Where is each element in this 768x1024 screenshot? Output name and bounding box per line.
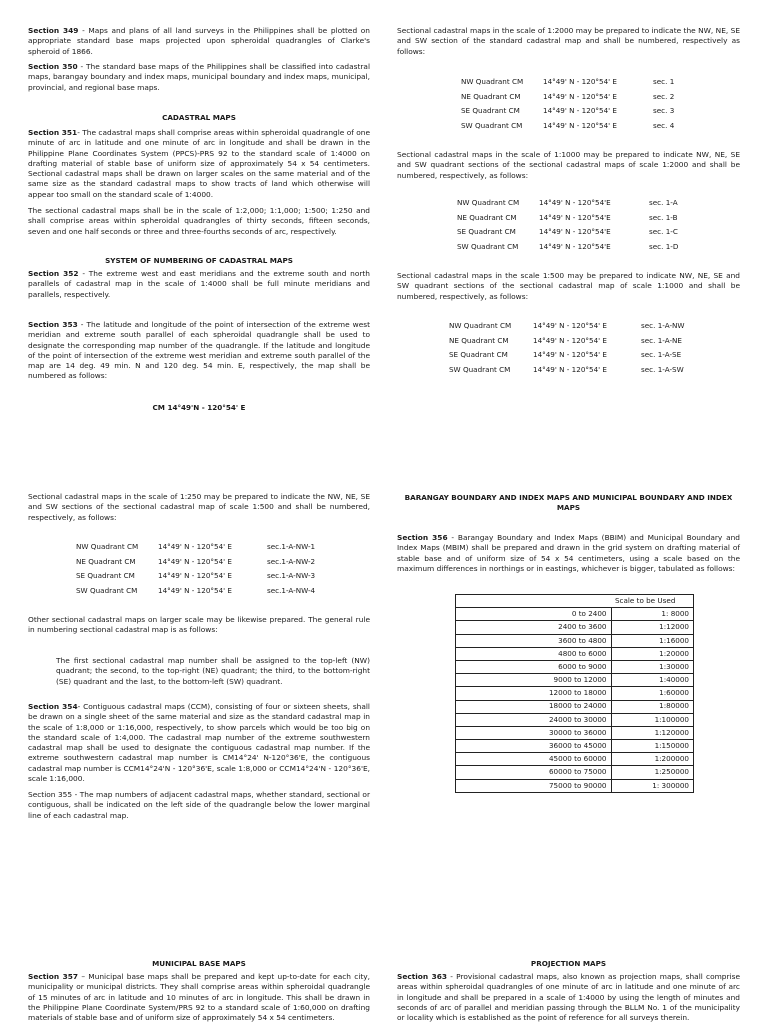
scale-cell: 1:80000 xyxy=(611,700,694,713)
table-row xyxy=(456,608,694,621)
section-351: Section 351- The cadastral maps shall comprise areas within spheroidal quadrangle of one minute of arc in latitude and one minute of arc in longitude and shall be drawn in the Philippine Plane Coordinates System (PPCS)-PRS 92 to the standard scale of 1:4000 on drafting material of stable base of uniform size of approximately 54 x 54 centimeters. Sectional cadastral maps shall be drawn on larger scales on the same material and of the same size as the standard cadastral maps to show tracts of land which otherwise will appear too small on the standard scale of 1:4000. xyxy=(28,128,370,199)
scale-cell: 1:200000 xyxy=(611,753,694,766)
table-row: NW Quadrant CM 14°49' N - 120°54' E sec. 1 xyxy=(461,77,675,87)
range-cell: 36000 to 45000 xyxy=(456,740,612,753)
table-scale-500 xyxy=(449,319,685,377)
scale-cell: 1:250000 xyxy=(611,766,694,779)
range-cell: 60000 to 75000 xyxy=(456,766,612,779)
table-scale-250 xyxy=(76,540,315,598)
table-row: NE Quadrant CM 14°49' N - 120°54' E sec.1-A-NW-2 xyxy=(76,556,316,566)
range-cell: 6000 to 9000 xyxy=(456,660,612,673)
table-row: SE Quadrant CM 14°49' N - 120°54' E sec.1-A-NW-3 xyxy=(76,571,316,581)
table-row: SE Quadrant CM 14°49' N - 120°54' E sec. 3 xyxy=(461,106,675,116)
range-cell: 4800 to 6000 xyxy=(456,647,612,660)
heading-numbering-system: SYSTEM OF NUMBERING OF CADASTRAL MAPS xyxy=(105,256,293,265)
section-349: Section 349 - Maps and plans of all land surveys in the Philippines shall be plotted on appropriate standard base maps projected upon spheroidal quadrangles of Clarke's spheroid of 1866. xyxy=(28,26,370,56)
table-row: NW Quadrant CM 14°49' N - 120°54' E sec.1-A-NW-1 xyxy=(76,542,316,552)
table-row xyxy=(456,726,694,739)
scale-cell: 1:150000 xyxy=(611,740,694,753)
table-row xyxy=(456,713,694,726)
scale-cell: 1:16000 xyxy=(611,634,694,647)
cm-number-label: CM 14°49'N - 120°54' E xyxy=(152,403,246,412)
table-row xyxy=(456,700,694,713)
table-row xyxy=(456,647,694,660)
table-row: NE Quadrant CM 14°49' N - 120°54' E sec. 1-A-NE xyxy=(449,335,682,345)
scale-cell: 1: 300000 xyxy=(611,779,694,792)
scale-1000-intro: Sectional cadastral maps in the scale of 1:1000 may be prepared to indicate NW, NE, SE and SW quadrant sections of the sectional cadastral maps of scale 1:2000 and shall be numbered, respectively, as follows: xyxy=(397,150,740,180)
table-row: NE Quadrant CM 14°49' N - 120°54'E sec. 1-B xyxy=(457,212,678,222)
scale-cell: 1:100000 xyxy=(611,713,694,726)
section-356: Section 356 - Barangay Boundary and Index Maps (BBIM) and Municipal Boundary and Index Maps (MBIM) shall be prepared and drawn in the grid system on drafting material of stable base and of uniform size of 54 x 54 centimeters, using a scale based on the maximum differences in northings or in eastings, whichever is bigger, tabulated as follows: xyxy=(397,533,740,573)
scale-cell: 1:60000 xyxy=(611,687,694,700)
range-cell: 30000 to 36000 xyxy=(456,726,612,739)
table-scale-ranges xyxy=(455,594,694,793)
section-351-paragraph-2: The sectional cadastral maps shall be in the scale of 1:2,000; 1:1,000; 1:500; 1:250 and shall comprise areas within spheroidal quadrangles of thirty seconds, fifteen seconds, seven and one half seconds or three and three-fourths seconds of arc, respectively. xyxy=(28,206,370,236)
range-cell: 75000 to 90000 xyxy=(456,779,612,792)
range-cell: 9000 to 12000 xyxy=(456,674,612,687)
table-row: SE Quadrant CM 14°49' N - 120°54' E sec. 1-A-SE xyxy=(449,350,682,360)
section-363: Section 363 - Provisional cadastral maps, also known as projection maps, shall comprise areas within spheroidal quadrangles of one minute of arc in latitude and one minute of arc in longitude and shall be prepared in a scale of 1:4000 by using the length of minutes and seconds of arc of parallel and meridian passing through the BLLM No. 1 of the municipality or locality which is established as the point of reference for all surveys therein. xyxy=(397,972,740,1023)
heading-cadastral-maps: CADASTRAL MAPS xyxy=(162,113,236,122)
scale-cell: 1:12000 xyxy=(611,621,694,634)
table-row: SE Quadrant CM 14°49' N - 120°54'E sec. 1-C xyxy=(457,227,678,237)
section-352: Section 352 - The extreme west and east meridians and the extreme south and north parallels of cadastral map in the scale of 1:4000 shall be full minute meridians and parallels, respectively. xyxy=(28,269,370,299)
table-row: SW Quadrant CM 14°49' N - 120°54' E sec. 4 xyxy=(461,120,675,130)
range-cell: 45000 to 60000 xyxy=(456,753,612,766)
section-350: Section 350 - The standard base maps of the Philippines shall be classified into cadastral maps, barangay boundary and index maps, municipal boundary and index maps, municipal, provincial, and regional base maps. xyxy=(28,62,371,92)
table-row xyxy=(456,660,694,673)
numbering-rule-text: The first sectional cadastral map number shall be assigned to the top-left (NW) quadrant; the second, to the top-right (NE) quadrant; the third, to the bottom-right (SE) quadrant and the last, to the bottom-left (SW) quadrant. xyxy=(56,656,370,686)
scale-2000-intro: Sectional cadastral maps in the scale of 1:2000 may be prepared to indicate the NW, NE, SE and SW section of the standard cadastral map and shall be numbered, respectively as follows: xyxy=(397,26,740,56)
scale-cell: 1: 8000 xyxy=(611,608,694,621)
table-row: SW Quadrant CM 14°49' N - 120°54'E sec. 1-D xyxy=(457,241,679,251)
table-row: NE Quadrant CM 14°49' N - 120°54' E sec. 2 xyxy=(461,91,675,101)
table-row xyxy=(456,766,694,779)
range-cell: 18000 to 24000 xyxy=(456,700,612,713)
scale-cell: 1:40000 xyxy=(611,674,694,687)
scale-500-intro: Sectional cadastral maps in the scale 1:500 may be prepared to indicate NW, NE, SE and SW quadrant sections of the sectional cadastral map of scale 1:1000 and shall be numbered, respectively, as follows: xyxy=(397,271,740,301)
table-row: NW Quadrant CM 14°49' N - 120°54'E sec. 1-A xyxy=(457,198,678,208)
scale-250-intro: Sectional cadastral maps in the scale of 1:250 may be prepared to indicate the NW, NE, SE and SW sections of the sectional cadastral map of scale 1:500 and shall be numbered, respectively, as follows: xyxy=(28,492,370,522)
section-353: Section 353 - The latitude and longitude of the point of intersection of the extreme west meridian and extreme south parallel of each spheroidal quadrangle shall be used to designate the corresponding map number of the quadrangle. If the latitude and longitude of the point of intersection of the extreme west meridian and extreme south parallel of the map are 14 deg. 49 min. N and 120 deg. 54 min. E, respectively, the map shall be numbered as follows: xyxy=(28,320,370,381)
heading-municipal-base-maps: MUNICIPAL BASE MAPS xyxy=(152,959,246,968)
table-scale-2000 xyxy=(461,75,674,133)
table-scale-1000 xyxy=(457,196,678,254)
table-row: SW Quadrant CM 14°49' N - 120°54' E sec. 1-A-SW xyxy=(449,364,684,374)
table-header-row: Scale to be Used xyxy=(456,595,694,608)
scale-cell: 1:30000 xyxy=(611,660,694,673)
section-354: Section 354- Contiguous cadastral maps (CCM), consisting of four or sixteen sheets, shall be drawn on a single sheet of the same material and size as the standard cadastral map in the scale of 1:8,000 or 1:16,000, respectively, to show parcels which would be too big on the standard scale of 1:4,000. The cadastral map number of the extreme southwestern cadastral map shall be used to designate the contiguous cadastral map number. If the extreme southwestern cadastral map number is CM14°24' N-120°36'E, the contiguous cadastral map number is CCM14°24'N - 120°36'E, scale 1:8,000 or CCM14°24'N - 120°36'E, scale 1:16,000. xyxy=(28,702,370,784)
table-row xyxy=(456,753,694,766)
table-row xyxy=(456,621,694,634)
heading-projection-maps: PROJECTION MAPS xyxy=(530,959,607,968)
heading-barangay-boundary: BARANGAY BOUNDARY AND INDEX MAPS AND MUNICIPAL BOUNDARY AND INDEX MAPS xyxy=(404,493,733,513)
range-cell: 24000 to 30000 xyxy=(456,713,612,726)
scale-cell: 1:20000 xyxy=(611,647,694,660)
table-row xyxy=(456,779,694,792)
range-cell: 3600 to 4800 xyxy=(456,634,612,647)
range-cell: 12000 to 18000 xyxy=(456,687,612,700)
range-cell: 0 to 2400 xyxy=(456,608,612,621)
table-row xyxy=(456,634,694,647)
table-row xyxy=(456,674,694,687)
section-355: Section 355 - The map numbers of adjacent cadastral maps, whether standard, sectional or contiguous, shall be indicated on the left side of the quadrangle below the lower marginal line of each cadastral map. xyxy=(28,790,370,820)
table-row: NW Quadrant CM 14°49' N - 120°54' E sec. 1-A-NW xyxy=(449,321,685,331)
table-row xyxy=(456,687,694,700)
other-sectional-text: Other sectional cadastral maps on larger scale may be likewise prepared. The general rule in numbering sectional cadastral map is as follows: xyxy=(28,615,370,635)
range-cell: 2400 to 3600 xyxy=(456,621,612,634)
section-357: Section 357 – Municipal base maps shall be prepared and kept up-to-date for each city, municipality or municipal districts. They shall comprise areas within spheroidal quadrangle of 15 minutes of arc in latitude and 10 minutes of arc in longitude. This shall be drawn in the Philippine Plane Coordinate System/PRS 92 to a standard scale of 1:60,000 on drafting materials of stable base and of uniform size of approximately 54 x 54 centimeters. xyxy=(28,972,370,1023)
scale-cell: 1:120000 xyxy=(611,726,694,739)
table-row xyxy=(456,740,694,753)
table-row: SW Quadrant CM 14°49' N - 120°54' E sec.1-A-NW-4 xyxy=(76,585,316,595)
